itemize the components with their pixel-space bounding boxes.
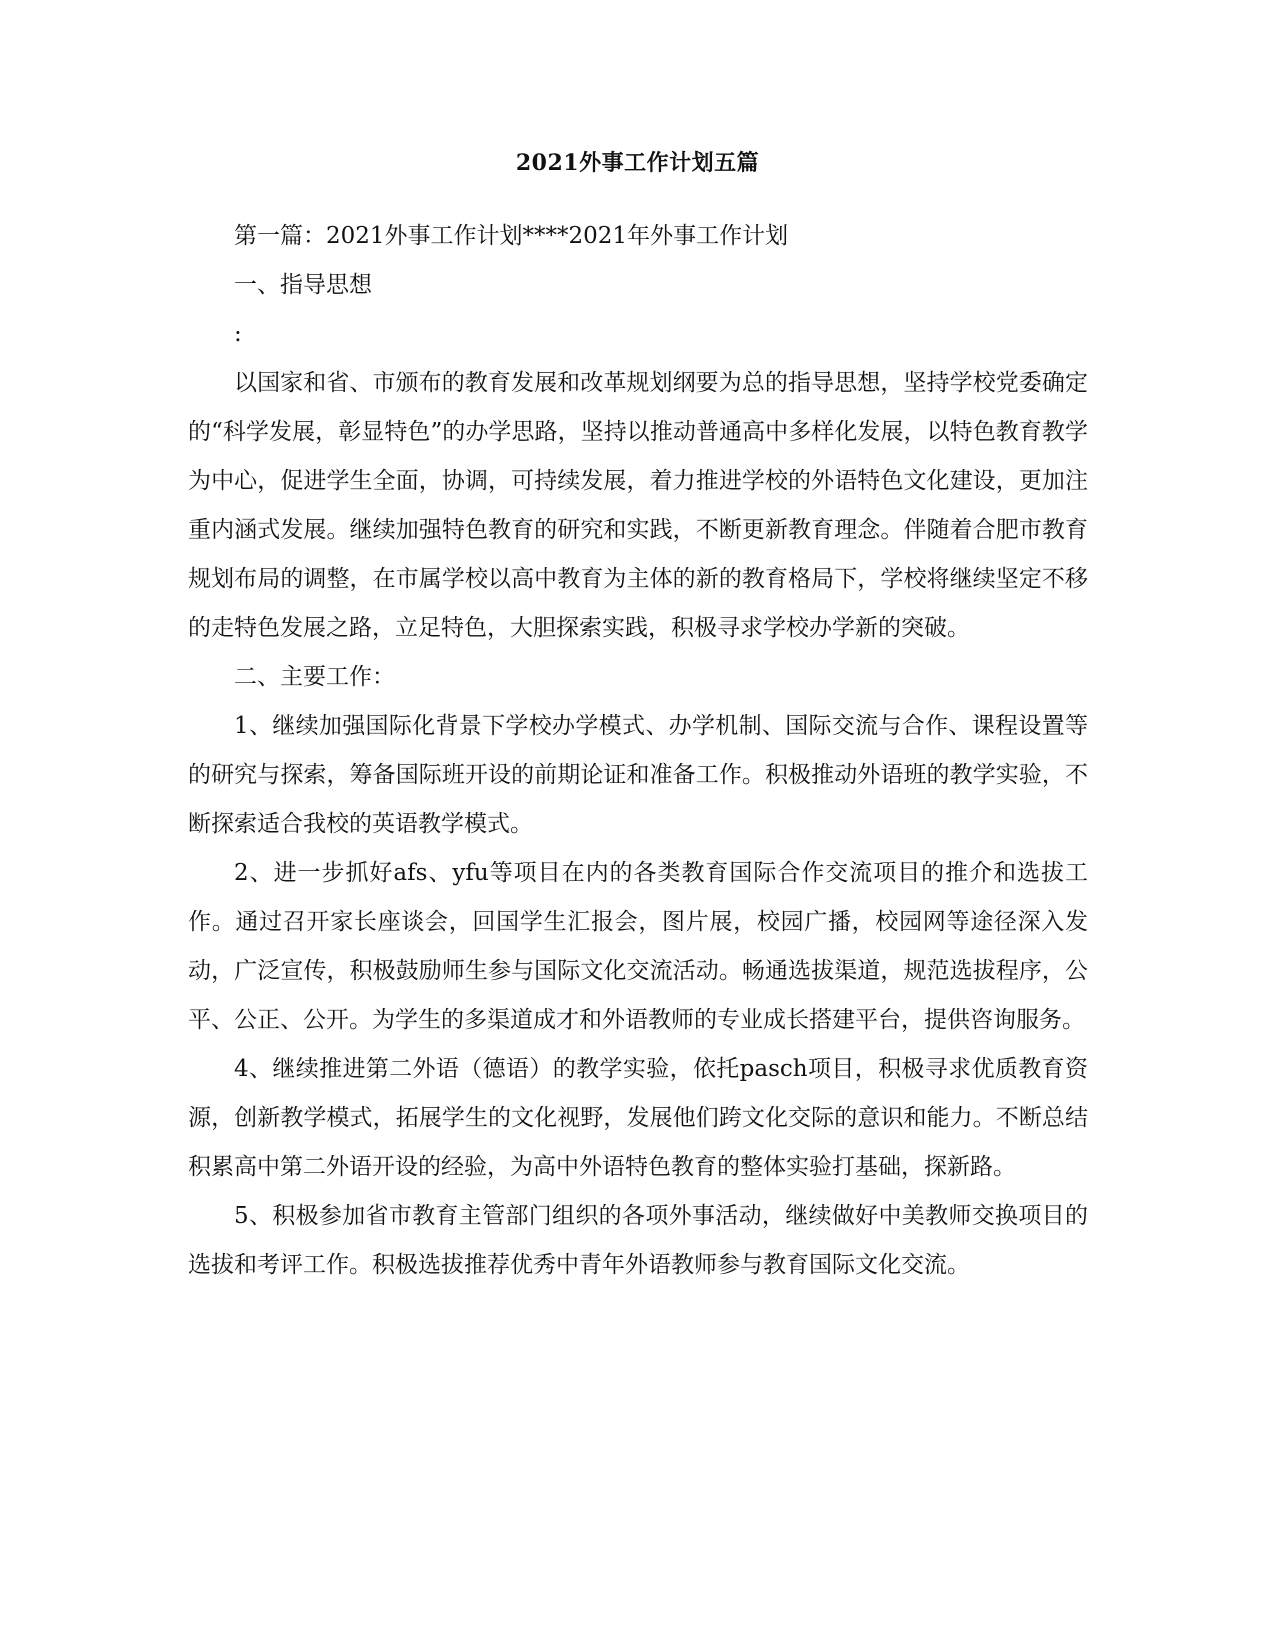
colon-line: : bbox=[234, 321, 242, 347]
document-body bbox=[188, 212, 1088, 1290]
section-heading-guiding-thought: 一、指导思想 bbox=[234, 272, 372, 298]
paragraph-item-1: 1、继续加强国际化背景下学校办学模式、办学机制、国际交流与合作、课程设置等的研究与探索，筹备国际班开设的前期论证和准备工作。积极推动外语班的教学实验，不断探索适合我校的英语教学模式。 bbox=[188, 713, 1088, 837]
section-heading-first-article: 第一篇：2021外事工作计划****2021年外事工作计划 bbox=[234, 223, 789, 249]
document-title: 2021外事工作计划五篇 bbox=[515, 150, 760, 176]
paragraph-item-5: 5、积极参加省市教育主管部门组织的各项外事活动，继续做好中美教师交换项目的选拔和考评工作。积极选拔推荐优秀中青年外语教师参与教育国际文化交流。 bbox=[188, 1203, 1088, 1278]
section-heading-main-work: 二、主要工作： bbox=[234, 664, 395, 690]
paragraph-item-2: 2、进一步抓好afs、yfu等项目在内的各类教育国际合作交流项目的推介和选拔工作。通过召开家长座谈会，回国学生汇报会，图片展，校园广播，校园网等途径深入发动，广泛宣传，积极鼓励师生参与国际文化交流活动。畅通选拔渠道，规范选拔程序，公平、公正、公开。为学生的多渠道成才和外语教师的专业成长搭建平台，提供咨询服务。 bbox=[188, 860, 1088, 1033]
paragraph-item-4: 4、继续推进第二外语（德语）的教学实验，依托pasch项目，积极寻求优质教育资源，创新教学模式，拓展学生的文化视野，发展他们跨文化交际的意识和能力。不断总结积累高中第二外语开设的经验，为高中外语特色教育的整体实验打基础，探新路。 bbox=[188, 1056, 1088, 1180]
paragraph-guiding-thought: 以国家和省、市颁布的教育发展和改革规划纲要为总的指导思想，坚持学校党委确定的“科学发展，彰显特色”的办学思路，坚持以推动普通高中多样化发展，以特色教育教学为中心，促进学生全面，协调，可持续发展，着力推进学校的外语特色文化建设，更加注重内涵式发展。继续加强特色教育的研究和实践，不断更新教育理念。伴随着合肥市教育规划布局的调整，在市属学校以高中教育为主体的新的教育格局下，学校将继续坚定不移的走特色发展之路，立足特色，大胆探索实践，积极寻求学校办学新的突破。 bbox=[188, 370, 1088, 641]
